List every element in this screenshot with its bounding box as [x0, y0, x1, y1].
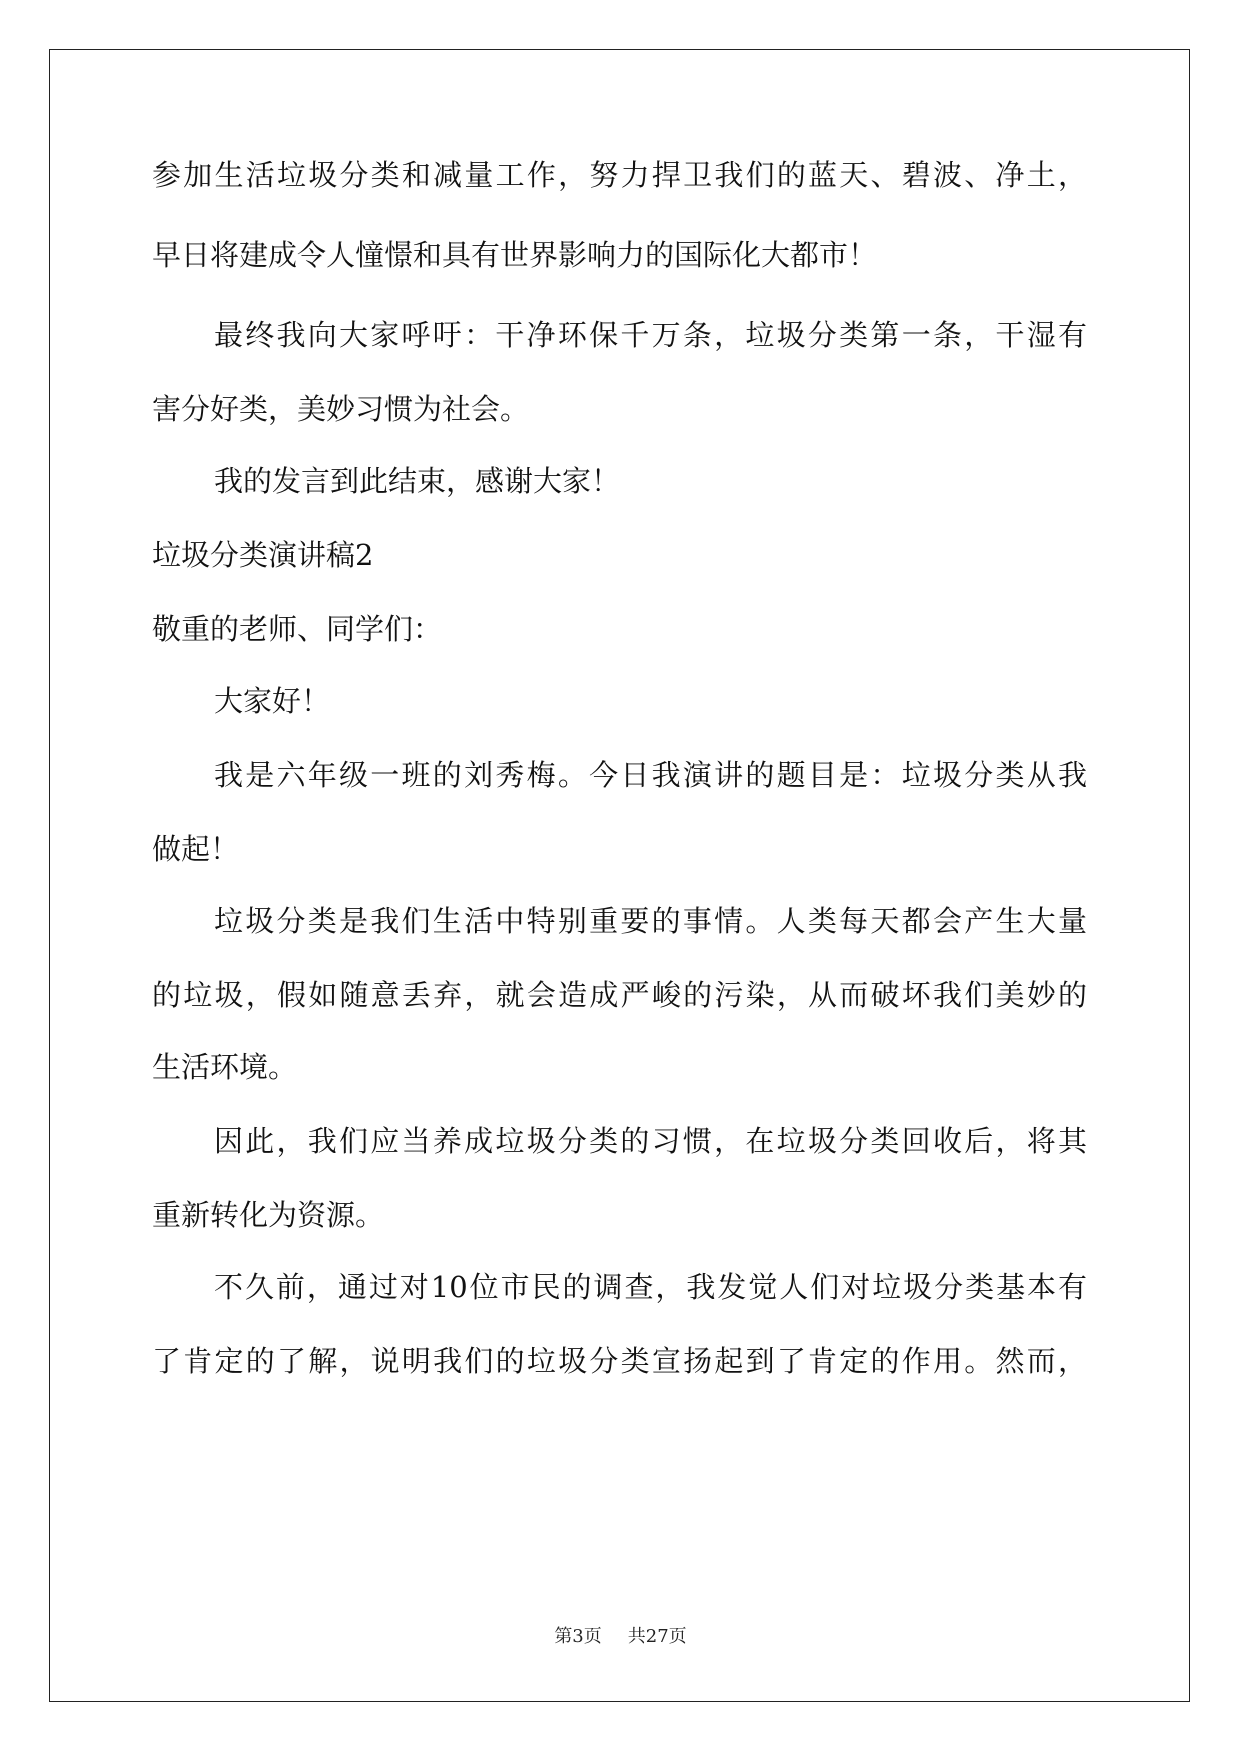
text-line: 参加生活垃圾分类和减量工作，努力捍卫我们的蓝天、碧波、净土， [152, 158, 1087, 192]
text-line: 了肯定的了解，说明我们的垃圾分类宣扬起到了肯定的作用。然而， [152, 1344, 1087, 1378]
text-line: 生活环境。 [152, 1050, 298, 1084]
text-line: 最终我向大家呼吁：干净环保千万条，垃圾分类第一条，干湿有 [214, 318, 1087, 352]
page-border [49, 49, 1190, 1702]
page-number: 第3页 [554, 1626, 602, 1647]
page-footer [0, 1622, 1241, 1648]
text-line: 大家好！ [214, 684, 331, 718]
text-line: 我的发言到此结束，感谢大家！ [214, 464, 621, 498]
salutation: 敬重的老师、同学们： [152, 612, 443, 646]
text-line: 早日将建成令人憧憬和具有世界影响力的国际化大都市！ [152, 238, 878, 272]
text-line: 重新转化为资源。 [152, 1198, 385, 1232]
text-line: 的垃圾，假如随意丢弃，就会造成严峻的污染，从而破坏我们美妙的 [152, 978, 1087, 1012]
text-line: 我是六年级一班的刘秀梅。今日我演讲的题目是：垃圾分类从我 [214, 758, 1087, 792]
text-line: 做起！ [152, 832, 240, 866]
page-total: 共27页 [627, 1626, 687, 1647]
text-line: 不久前，通过对10位市民的调查，我发觉人们对垃圾分类基本有 [214, 1270, 1087, 1304]
section-title: 垃圾分类演讲稿2 [152, 538, 374, 572]
text-line: 因此，我们应当养成垃圾分类的习惯，在垃圾分类回收后，将其 [214, 1124, 1087, 1158]
text-line: 垃圾分类是我们生活中特别重要的事情。人类每天都会产生大量 [214, 904, 1087, 938]
text-line: 害分好类，美妙习惯为社会。 [152, 392, 530, 426]
